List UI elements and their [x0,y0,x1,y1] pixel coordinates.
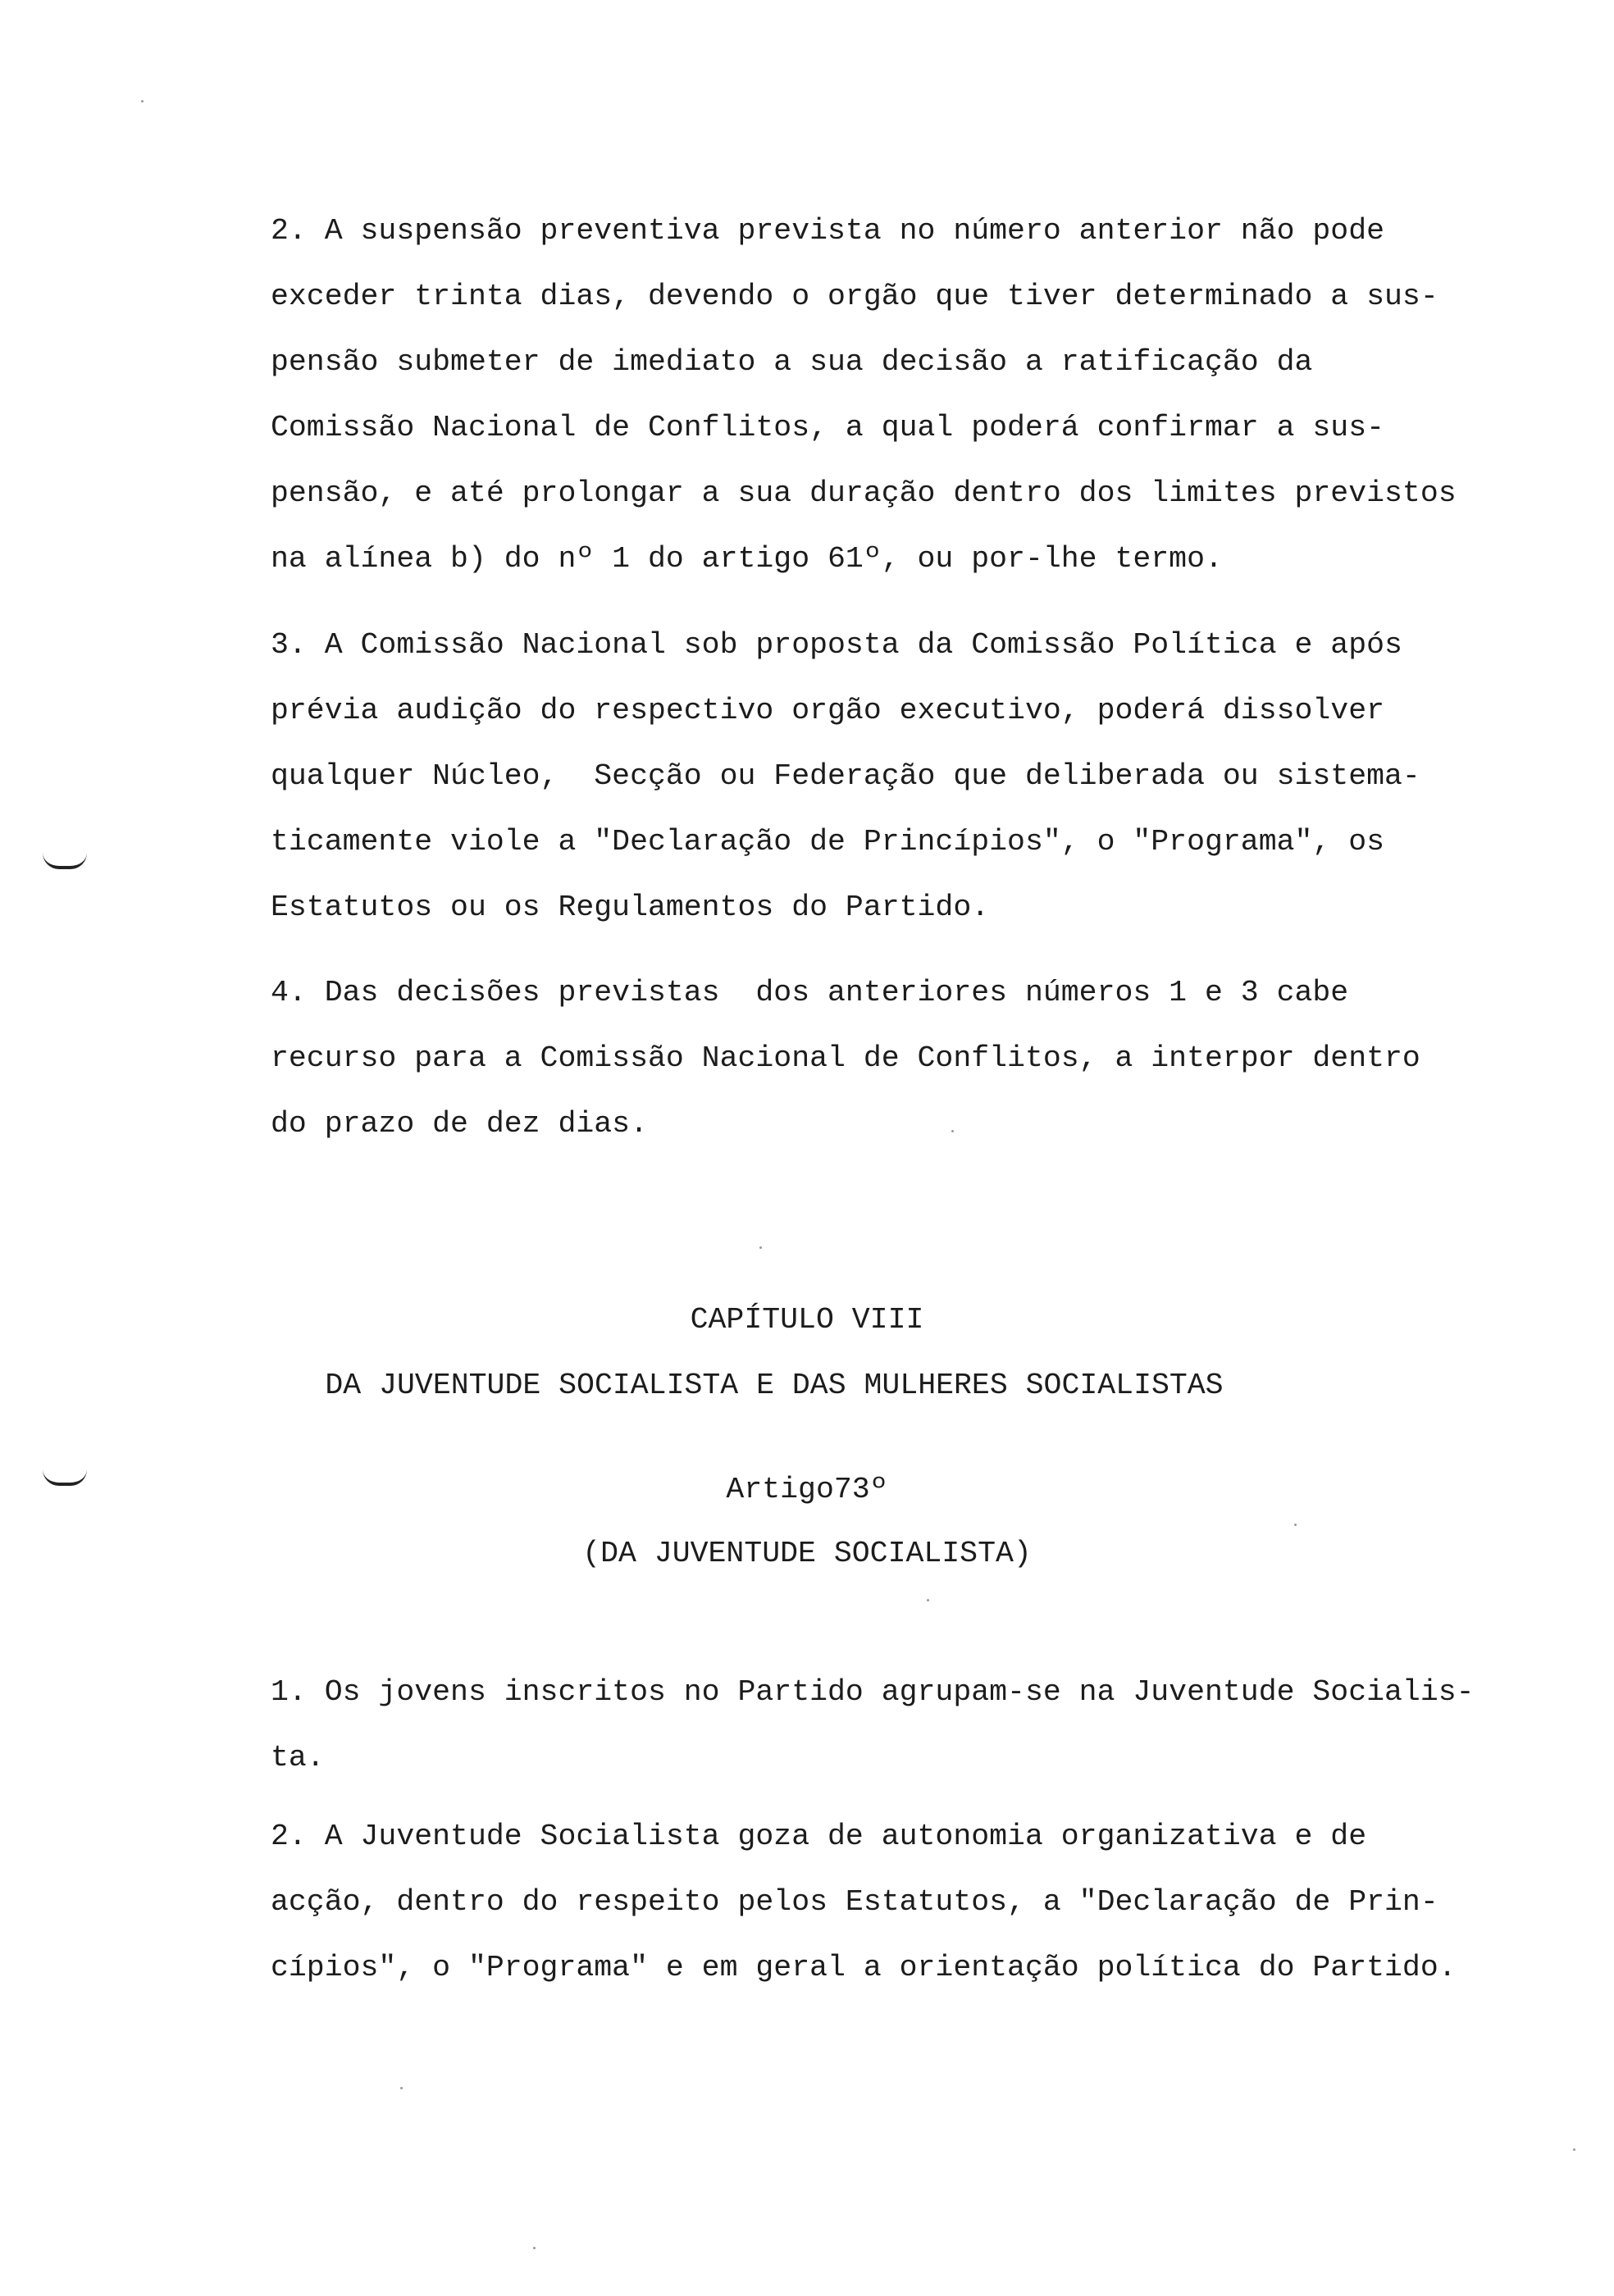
article-number: Artigo73º [726,1473,888,1506]
text-line: prévia audição do respectivo orgão executivo, poderá dissolver [271,694,1385,727]
chapter-number: CAPÍTULO VIII [690,1303,924,1337]
text-line: 4. Das decisões previstas dos anteriores números 1 e 3 cabe [271,976,1349,1009]
text-line: ta. [271,1741,325,1774]
text-line: 3. A Comissão Nacional sob proposta da Comissão Política e após [271,628,1402,662]
text-line: Comissão Nacional de Conflitos, a qual poderá confirmar a sus- [271,411,1385,444]
text-line: recurso para a Comissão Nacional de Conflitos, a interpor dentro [271,1041,1420,1075]
article-subtitle: (DA JUVENTUDE SOCIALISTA) [582,1537,1032,1570]
scan-speck [927,1599,929,1601]
article-paragraph-1 [271,1660,1583,1791]
chapter-title: DA JUVENTUDE SOCIALISTA E DAS MULHERES SOCIALISTAS [325,1369,1224,1402]
text-line: Estatutos ou os Regulamentos do Partido. [271,891,990,924]
text-line: qualquer Núcleo, Secção ou Federação que deliberada ou sistema- [271,759,1420,793]
paragraph-3-dissolution [271,613,1583,941]
punch-hole-mark-upper [43,853,87,869]
article-paragraph-2 [271,1804,1583,2001]
scan-speck [1294,1524,1297,1526]
text-line: na alínea b) do nº 1 do artigo 61º, ou por-lhe termo. [271,542,1223,576]
text-line: acção, dentro do respeito pelos Estatutos, a "Declaração de Prin- [271,1885,1438,1919]
scan-speck [951,1130,954,1132]
scan-speck [1573,2148,1575,2151]
scan-speck [141,100,144,102]
text-line: do prazo de dez dias. [271,1107,648,1141]
paragraph-4-appeal [271,960,1583,1157]
text-line: pensão, e até prolongar a sua duração dentro dos limites previstos [271,476,1457,510]
scan-speck [759,1246,762,1249]
text-line: ticamente viole a "Declaração de Princípios", o "Programa", os [271,825,1385,859]
text-line: 2. A Juventude Socialista goza de autonomia organizativa e de [271,1820,1367,1853]
text-line: pensão submeter de imediato a sua decisão a ratificação da [271,345,1313,379]
text-line: exceder trinta dias, devendo o orgão que tiver determinado a sus- [271,280,1438,313]
text-line: 1. Os jovens inscritos no Partido agrupam-se na Juventude Socialis- [271,1675,1475,1709]
scan-speck [533,2247,536,2249]
scan-speck [400,2087,403,2089]
paragraph-2-suspension [271,198,1583,592]
text-line: 2. A suspensão preventiva prevista no número anterior não pode [271,214,1385,248]
text-line: cípios", o "Programa" e em geral a orientação política do Partido. [271,1951,1457,1984]
